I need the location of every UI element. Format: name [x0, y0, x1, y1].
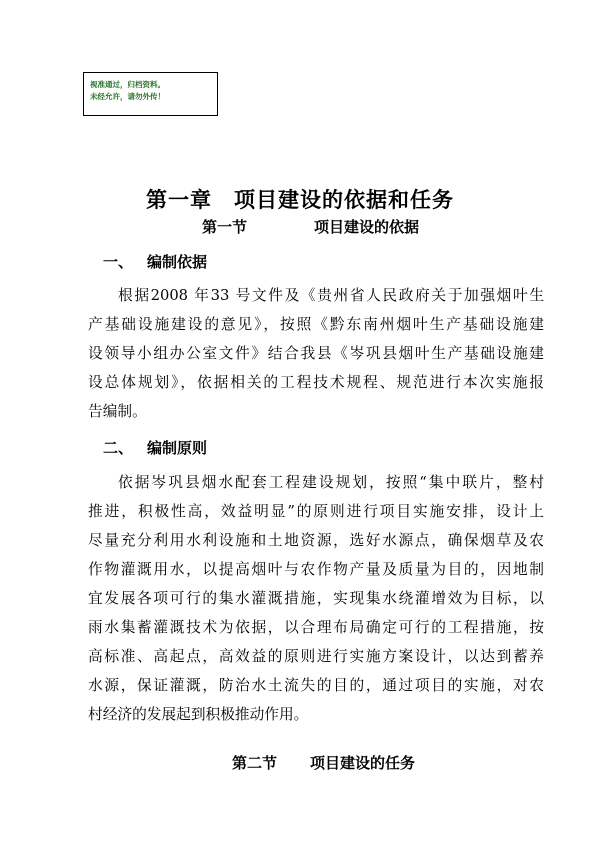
part-2-heading [103, 437, 207, 458]
paragraph-line: 作物灌溉用水，以提高烟叶与农作物产量及质量为目的，因地制 [88, 561, 544, 578]
part-1-number: 一、 [103, 253, 134, 271]
paragraph-line: 设总体规划》，依据相关的工程技术规程、规范进行本次实施报 [88, 374, 544, 391]
part-2-number: 二、 [103, 439, 134, 457]
part-1-heading [103, 251, 207, 272]
section-1-title: 项目建设的依据 [314, 218, 420, 236]
part-1-paragraph [88, 281, 544, 426]
paragraph-line: 产基础设施建设的意见》，按照《黔东南州烟叶生产基础设施建 [88, 316, 544, 333]
notice-line-1: 视准通过，归档资料。 [90, 80, 165, 89]
section-1-number: 第一节 [202, 218, 248, 236]
chapter-title: 第一章 项目建设的依据和任务 [146, 187, 454, 212]
paragraph-line: 根据2008 年33 号文件及《贵州省人民政府关于加强烟叶生 [118, 287, 544, 304]
section-2-number: 第二节 [232, 754, 278, 772]
paragraph-line: 村经济的发展起到积极推动作用。 [88, 706, 309, 723]
part-2-title: 编制原则 [147, 439, 208, 457]
paragraph-line: 雨水集蓄灌溉技术为依据，以合理布局确定可行的工程措施，按 [88, 619, 544, 636]
notice-line-2: 未经允许，请勿外传！ [90, 92, 165, 101]
section-2-heading [232, 752, 415, 773]
paragraph-line: 水源，保证灌溉，防治水土流失的目的，通过项目的实施，对农 [88, 677, 544, 694]
paragraph-line: 设领导小组办公室文件》结合我县《岑巩县烟叶生产基础设施建 [88, 345, 544, 362]
paragraph-line: 高标准、高起点，高效益的原则进行实施方案设计，以达到蓄养 [88, 648, 544, 665]
paragraph-line: 告编制。 [88, 403, 147, 420]
confidential-notice-box [83, 72, 218, 116]
section-2-title: 项目建设的任务 [310, 754, 416, 772]
section-1-heading [202, 216, 419, 237]
part-2-paragraph [88, 468, 544, 729]
paragraph-line: 宜发展各项可行的集水灌溉措施，实现集水绕灌增效为目标，以 [88, 590, 544, 607]
paragraph-line: 依据岑巩县烟水配套工程建设规划，按照“集中联片，整村 [118, 474, 544, 491]
paragraph-line: 尽量充分利用水利设施和土地资源，选好水源点，确保烟草及农 [88, 532, 544, 549]
part-1-title: 编制依据 [147, 253, 208, 271]
paragraph-line: 推进，积极性高，效益明显”的原则进行项目实施安排，设计上 [88, 503, 544, 520]
